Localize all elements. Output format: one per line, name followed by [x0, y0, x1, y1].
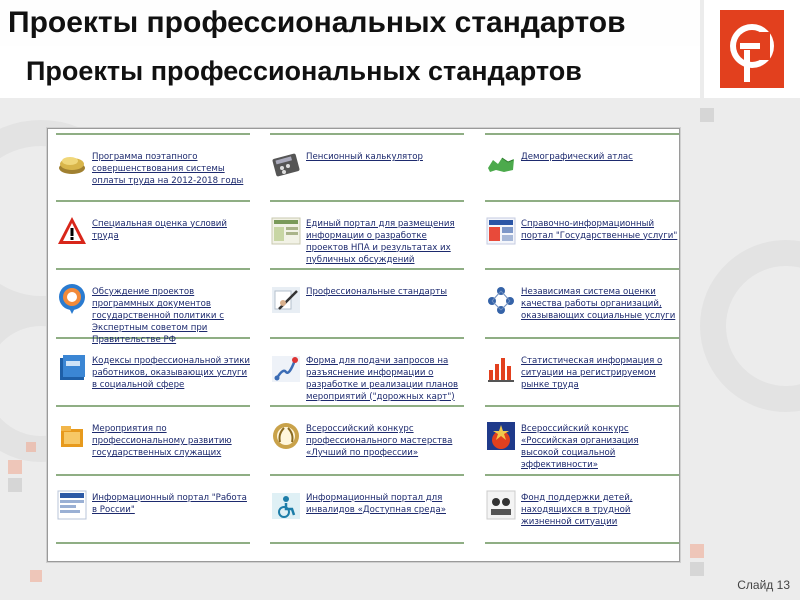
link-label[interactable]: Статистическая информация о ситуации на регистрируемом рынке труда [521, 355, 663, 390]
logo [704, 0, 800, 98]
link-label[interactable]: Всероссийский конкурс «Российская организация высокой социальной эффективности» [521, 424, 639, 470]
page-subtitle: Проекты профессиональных стандартов [26, 56, 582, 86]
link-label[interactable]: Фонд поддержки детей, находящихся в трудной жизненной ситуации [521, 492, 633, 527]
link-label[interactable]: Справочно-информационный портал "Государственные услуги" [521, 218, 678, 241]
work-in-russia-icon[interactable] [57, 489, 87, 521]
link-item[interactable] [485, 270, 679, 339]
calculator-icon[interactable] [271, 148, 301, 180]
link-item[interactable] [56, 407, 250, 476]
contest-emblem-icon[interactable] [486, 420, 516, 452]
link-label[interactable]: Единый портал для размещения информации о разработке проектов НПА и результатах их публичных обсуждений [306, 218, 455, 265]
link-label[interactable]: Демографический атлас [521, 152, 633, 162]
accessible-environment-icon[interactable] [271, 489, 301, 521]
link-item[interactable] [485, 339, 679, 408]
link-item[interactable] [485, 476, 679, 545]
link-item[interactable] [485, 407, 679, 476]
link-item[interactable] [270, 270, 464, 339]
document-portal-icon[interactable] [271, 215, 301, 247]
bar-chart-icon[interactable] [486, 352, 516, 384]
link-item[interactable] [56, 339, 250, 408]
people-network-icon[interactable] [486, 283, 516, 315]
children-fund-icon[interactable] [486, 489, 516, 521]
gold-coins-icon[interactable] [57, 148, 87, 180]
page-title: Проекты профессиональных стандартов [8, 6, 626, 39]
link-item[interactable] [56, 476, 250, 545]
link-item[interactable] [56, 202, 250, 271]
link-label[interactable]: Форма для подачи запросов на разъяснение информации о разработке и реализации планов мероприятий ("дорожных карт") [306, 355, 459, 402]
links-column-3 [485, 133, 679, 544]
link-label[interactable]: Специальная оценка условий труда [92, 218, 227, 241]
map-icon[interactable] [486, 148, 516, 180]
link-item[interactable] [56, 270, 250, 345]
warning-sign-icon[interactable] [57, 215, 87, 247]
signing-pen-icon[interactable] [271, 283, 301, 315]
link-item[interactable] [270, 407, 464, 476]
gosuslugi-icon[interactable] [486, 215, 516, 247]
link-label[interactable]: Информационный портал "Работа в России" [92, 492, 247, 515]
laurel-emblem-icon[interactable] [271, 420, 301, 452]
link-label[interactable]: Кодексы профессиональной этики работников, оказывающих услуги в социальной сфере [92, 355, 250, 390]
link-label[interactable]: Всероссийский конкурс профессионального мастерства «Лучший по профессии» [306, 424, 453, 458]
link-label[interactable]: Профессиональные стандарты [306, 287, 448, 297]
link-label[interactable]: Мероприятия по профессиональному развитию государственных служащих [92, 424, 232, 458]
link-item[interactable] [56, 133, 250, 202]
ministry-logo-icon [720, 10, 784, 88]
link-label[interactable]: Независимая система оценки качества работы организаций, оказывающих социальные услуги [521, 287, 676, 321]
folder-icon[interactable] [57, 420, 87, 452]
road-map-icon[interactable] [271, 352, 301, 384]
links-panel [47, 128, 680, 562]
link-label[interactable]: Программа поэтапного совершенствования системы оплаты труда на 2012-2018 годы [92, 152, 244, 186]
link-label[interactable]: Пенсионный калькулятор [306, 152, 423, 162]
link-label[interactable]: Информационный портал для инвалидов «Доступная среда» [306, 492, 446, 515]
link-label[interactable]: Обсуждение проектов программных документов государственной политики с Экспертным советом при Правительстве РФ [92, 287, 224, 345]
slide-number: Слайд 13 [737, 578, 790, 592]
link-item[interactable] [270, 133, 464, 202]
links-column-1 [56, 133, 250, 544]
book-icon[interactable] [57, 352, 87, 384]
link-item[interactable] [485, 202, 679, 271]
link-item[interactable] [270, 202, 464, 271]
link-item[interactable] [485, 133, 679, 202]
links-column-2 [270, 133, 464, 544]
link-item[interactable] [270, 476, 464, 545]
link-item[interactable] [270, 339, 464, 408]
speech-bubble-icon[interactable] [57, 283, 87, 315]
